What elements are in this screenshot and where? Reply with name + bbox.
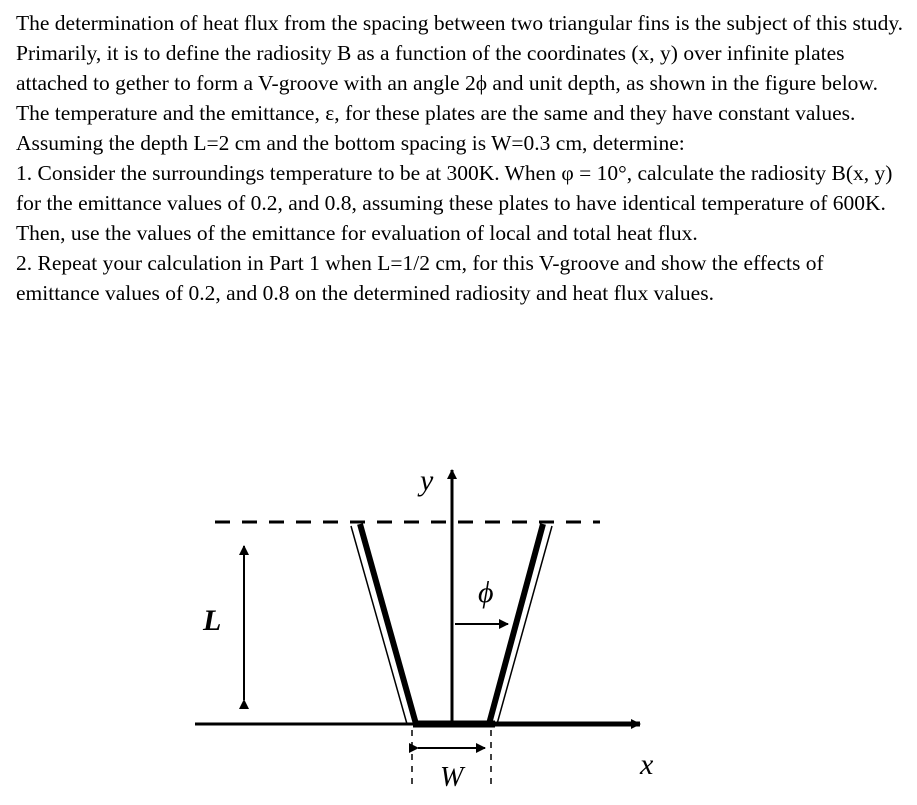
phi-label: ϕ xyxy=(478,576,494,609)
problem-statement xyxy=(16,8,911,308)
problem-part-2: 2. Repeat your calculation in Part 1 when L=1/2 cm, for this V-groove and show the effects of emittance values of 0.2, and 0.8 on the determined radiosity and heat flux values. xyxy=(16,251,824,305)
problem-intro: The determination of heat flux from the spacing between two triangular fins is the subject of this study. Primarily, it is to define the radiosity B as a function of the coordinates (x, y) over infinite plates attached to gether to form a V-groove with an angle 2ϕ and unit depth, as shown in the figure below. The temperature and the emittance, ε, for these plates are the same and they have constant values. Assuming the depth L=2 cm and the bottom spacing is W=0.3 cm, determine: xyxy=(16,11,904,155)
width-label: W xyxy=(440,762,464,793)
y-axis-label: y xyxy=(420,464,434,497)
v-groove-figure xyxy=(0,440,917,805)
left-fin-wall xyxy=(351,524,416,724)
x-axis-label: x xyxy=(640,748,654,781)
problem-part-1: 1. Consider the surroundings temperature to be at 300K. When φ = 10°, calculate the radiosity B(x, y) for the emittance values of 0.2, and 0.8, assuming these plates to have identical temperature of 600K. Then, use the values of the emittance for evaluation of local and total heat flux. xyxy=(16,161,893,245)
depth-label: L xyxy=(203,604,222,637)
